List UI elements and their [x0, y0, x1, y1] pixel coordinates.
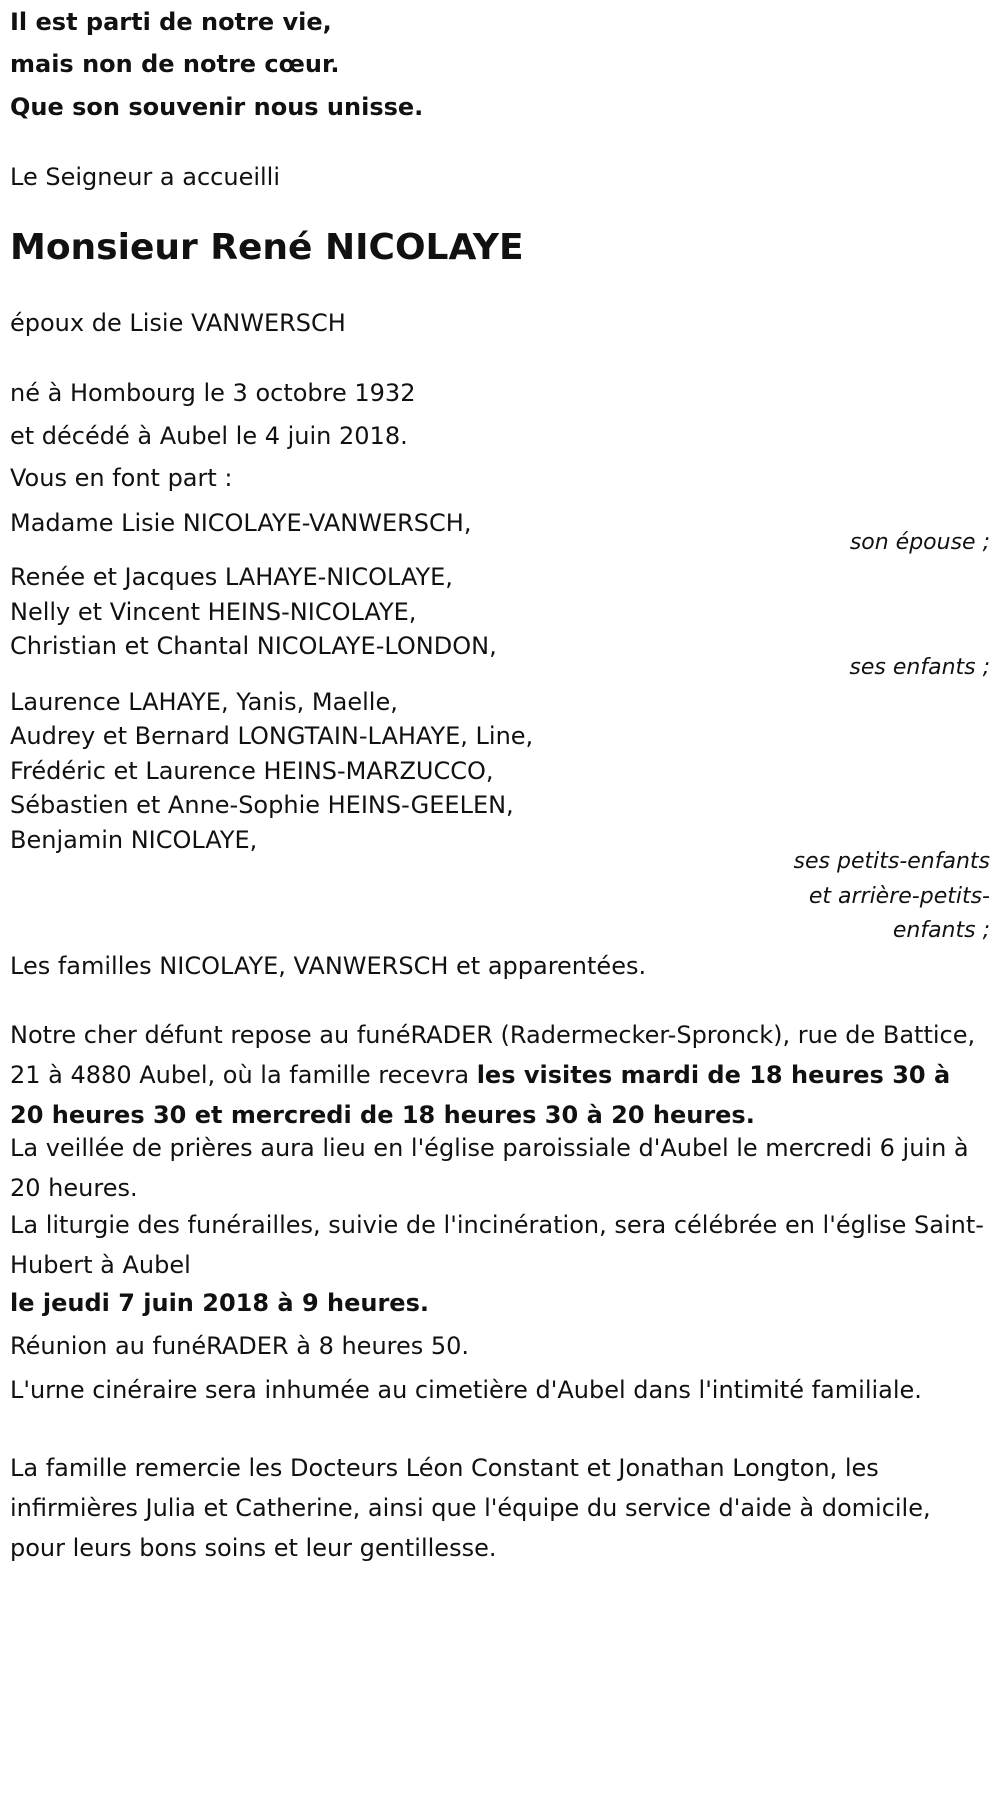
announce-line: Vous en font part :: [10, 464, 233, 492]
vigil-paragraph: La veillée de prières aura lieu en l'église paroissiale d'Aubel le mercredi 6 juin à 20 heures.: [10, 1134, 969, 1202]
quote-line-1: Il est parti de notre vie,: [10, 8, 332, 36]
grandchildren-role-line: enfants ;: [892, 918, 990, 943]
grandchild-name: Frédéric et Laurence HEINS-MARZUCCO,: [10, 757, 494, 785]
grandchildren-role-line: et arrière-petits-: [808, 884, 990, 909]
thanks-paragraph: La famille remercie les Docteurs Léon Constant et Jonathan Longton, les infirmières Julia et Catherine, ainsi que l'équipe du service d'aide à domicile, pour leurs bons soins et leur gentillesse.: [10, 1454, 931, 1562]
liturgy-paragraph: La liturgie des funérailles, suivie de l'incinération, sera célébrée en l'église Saint-Hubert à Aubel: [10, 1211, 984, 1279]
families-line: Les familles NICOLAYE, VANWERSCH et apparentées.: [10, 952, 647, 980]
spouse-name: Madame Lisie NICOLAYE-VANWERSCH,: [10, 509, 472, 537]
child-name: Renée et Jacques LAHAYE-NICOLAYE,: [10, 563, 453, 591]
death-line: et décédé à Aubel le 4 juin 2018.: [10, 422, 408, 450]
grandchild-name: Audrey et Bernard LONGTAIN-LAHAYE, Line,: [10, 722, 534, 750]
grandchildren-role-line: ses petits-enfants: [793, 849, 990, 874]
child-name: Christian et Chantal NICOLAYE-LONDON,: [10, 632, 497, 660]
visits-paragraph: [10, 1015, 990, 1135]
liturgy-date: le jeudi 7 juin 2018 à 9 heures.: [10, 1289, 429, 1317]
urn-paragraph: L'urne cinéraire sera inhumée au cimetière d'Aubel dans l'intimité familiale.: [10, 1376, 922, 1404]
child-name: Nelly et Vincent HEINS-NICOLAYE,: [10, 598, 417, 626]
quote-line-2: mais non de notre cœur.: [10, 50, 340, 78]
children-role: ses enfants ;: [849, 655, 990, 680]
quote-line-3: Que son souvenir nous unisse.: [10, 93, 424, 121]
intro-line: Le Seigneur a accueilli: [10, 163, 281, 191]
birth-line: né à Hombourg le 3 octobre 1932: [10, 379, 416, 407]
spouse-role: son épouse ;: [849, 530, 990, 555]
grandchild-name: Laurence LAHAYE, Yanis, Maelle,: [10, 688, 398, 716]
grandchild-name: Benjamin NICOLAYE,: [10, 826, 258, 854]
grandchild-name: Sébastien et Anne-Sophie HEINS-GEELEN,: [10, 791, 514, 819]
spouse-line: époux de Lisie VANWERSCH: [10, 309, 346, 337]
deceased-name: Monsieur René NICOLAYE: [10, 227, 524, 268]
visits-text: Notre cher défunt repose au funéRADER (Radermecker-Spronck), rue de Battice, 21 à 4880 Aubel, où la famille recevra: [10, 1021, 976, 1089]
visits-bold: les visites mardi de 18 heures 30 à 20 heures 30 et mercredi de 18 heures 30 à 20 heures.: [10, 1061, 951, 1129]
meeting-line: Réunion au funéRADER à 8 heures 50.: [10, 1332, 470, 1360]
